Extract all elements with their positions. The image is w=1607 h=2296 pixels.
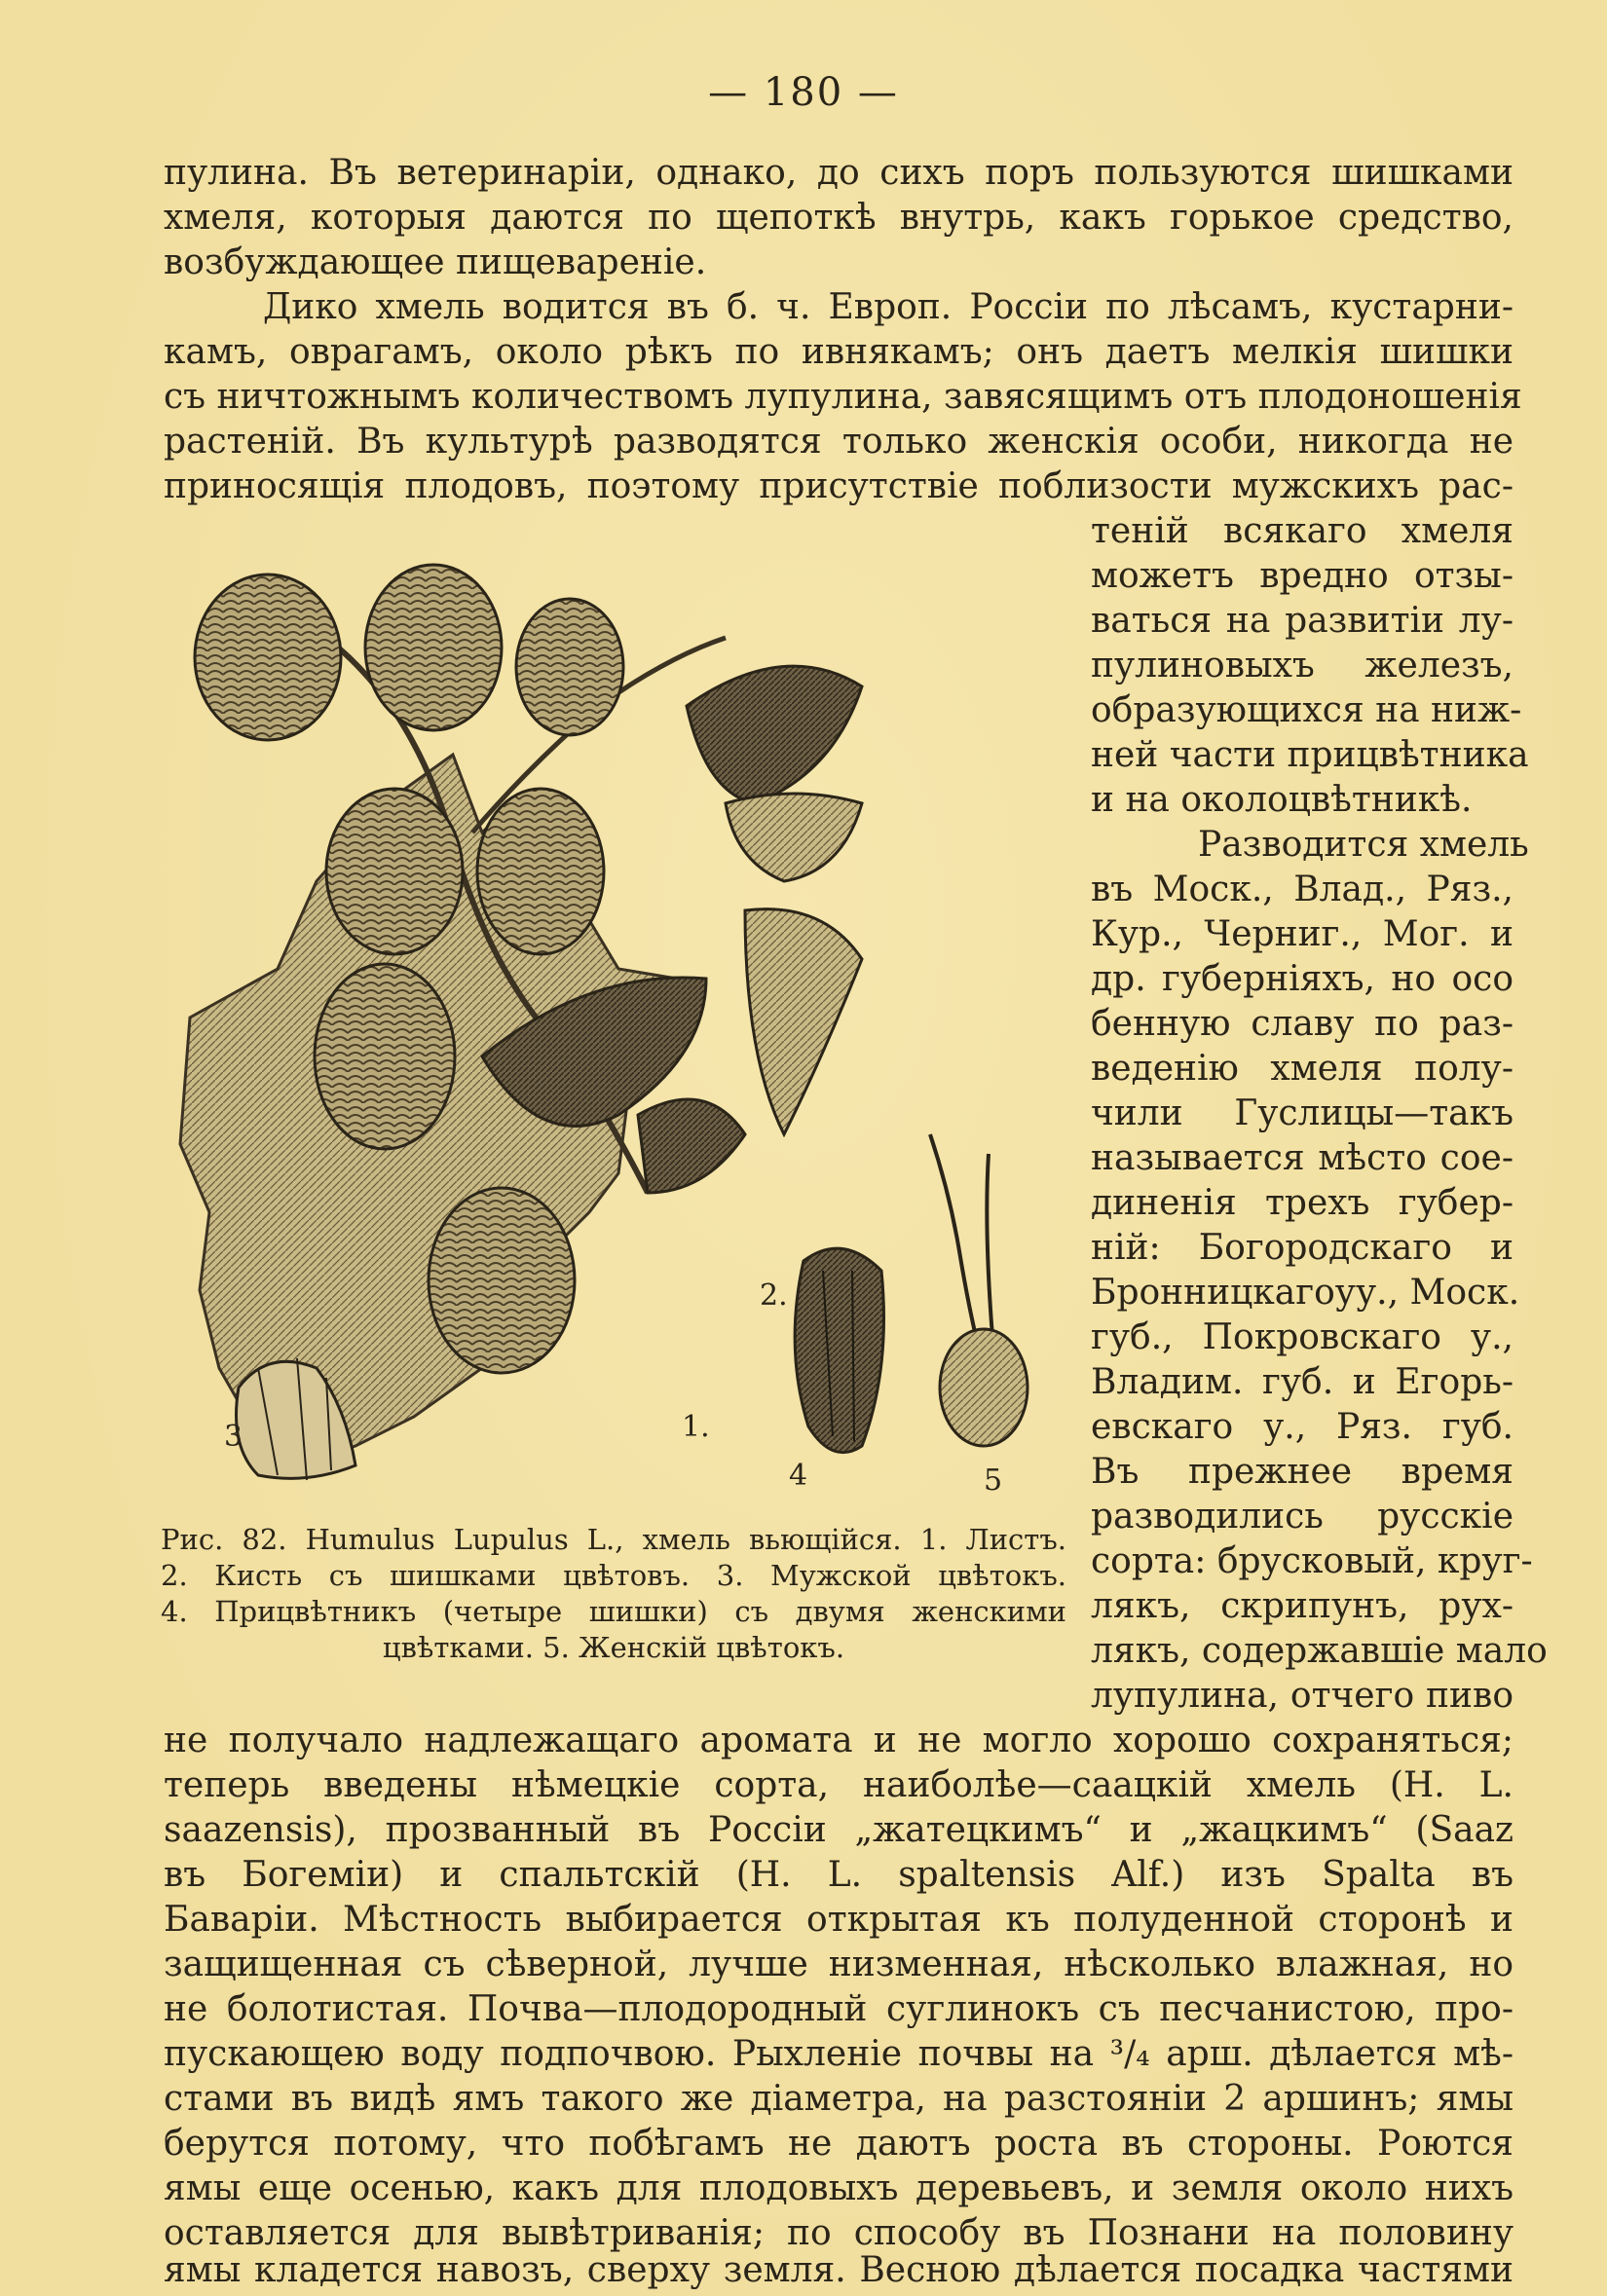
side-text-line: теній всякаго хмеля — [1091, 511, 1514, 551]
text-line: приносящія плодовъ, поэтому присутствіе поблизости мужскихъ рас- — [164, 466, 1514, 506]
figure-label: 2. — [760, 1278, 788, 1313]
figure-caption-line: Рис. 82. Humulus Lupulus L., хмель вьющійся. 1. Листъ. — [161, 1523, 1066, 1556]
text-line: ямы кладется навозъ, сверху земля. Весною дѣлается посадка частями — [164, 2250, 1514, 2290]
side-text-line: разводились русскіе — [1091, 1497, 1514, 1537]
leaf-shape — [745, 909, 862, 1134]
side-text-line: въ Моск., Влад., Ряз., — [1091, 870, 1514, 909]
figure-label: 5 — [984, 1463, 1003, 1498]
side-text-line: др. губерніяхъ, но осо — [1091, 959, 1514, 999]
figure-caption-line: 2. Кисть съ шишками цвѣтовъ. 3. Мужской цвѣтокъ. — [161, 1559, 1066, 1592]
side-text-line: лякъ, скрипунъ, рух- — [1091, 1586, 1514, 1626]
text-line: въ Богеміи) и спальтскій (H. L. spaltensis Alf.) изъ Spalta въ — [164, 1855, 1514, 1895]
text-line: Дико хмель водится въ б. ч. Европ. Россіи по лѣсамъ, кустарни- — [263, 287, 1514, 327]
text-line: берутся потому, что побѣгамъ не даютъ роста въ стороны. Роются — [164, 2124, 1514, 2164]
bract-drawing — [795, 1248, 883, 1453]
text-line: съ ничтожнымъ количествомъ лупулина, завясящимъ отъ плодоношенія — [164, 377, 1522, 417]
text-line: возбуждающее пищевареніе. — [164, 242, 707, 282]
side-text-line: евскаго у., Ряз. губ. — [1091, 1407, 1514, 1447]
text-line: растеній. Въ культурѣ разводятся только женскія особи, никогда не — [164, 422, 1514, 462]
side-text-line: ней части прицвѣтника — [1091, 735, 1529, 775]
text-line: пулина. Въ ветеринаріи, однако, до сихъ поръ пользуются шишками — [164, 153, 1514, 193]
text-line: Баваріи. Мѣстность выбирается открытая къ полуденной сторонѣ и — [164, 1900, 1514, 1940]
side-text-line: образующихся на ниж- — [1091, 690, 1522, 730]
side-text-line: лякъ, содержавшіе мало — [1091, 1631, 1548, 1671]
hop-cone — [315, 964, 455, 1149]
side-text-line: лупулина, отчего пиво — [1091, 1676, 1514, 1716]
side-text-line: и на околоцвѣтникѣ. — [1091, 780, 1473, 820]
text-line: камъ, оврагамъ, около рѣкъ по ивнякамъ; онъ даетъ мелкія шишки — [164, 332, 1514, 372]
hop-plant-illustration — [161, 511, 1066, 1514]
leaf-shape — [687, 666, 862, 803]
side-text-line: Кур., Черниг., Мог. и — [1091, 914, 1514, 954]
side-text-line: Въ прежнее время — [1091, 1452, 1514, 1492]
side-text-line: диненія трехъ губер- — [1091, 1183, 1514, 1223]
figure-caption-line: 4. Прицвѣтникъ (четыре шишки) съ двумя женскими — [161, 1595, 1066, 1628]
side-text-line: ній: Богородскаго и — [1091, 1228, 1514, 1268]
figure-label: 3 — [224, 1420, 243, 1454]
side-text-line: можетъ вредно отзы- — [1091, 556, 1514, 596]
leaf-shape — [726, 794, 862, 881]
hop-cone — [326, 789, 463, 954]
side-text-line: пулиновыхъ железъ, — [1091, 646, 1514, 685]
side-text-line: Разводится хмель — [1198, 825, 1529, 865]
text-line: не болотистая. Почва—плодородный суглинокъ съ песчанистою, про- — [164, 1989, 1514, 2029]
leaf-shape — [638, 1099, 745, 1193]
text-line: не получало надлежащаго аромата и не могло хорошо сохраняться; — [164, 1721, 1514, 1760]
text-line: ямы еще осенью, какъ для плодовыхъ деревьевъ, и земля около нихъ — [164, 2168, 1514, 2208]
text-line: теперь введены нѣмецкіе сорта, наиболѣе—саацкій хмель (H. L. — [164, 1765, 1514, 1805]
text-line: saazensis), прозванный въ Россіи „жатецкимъ“ и „жацкимъ“ (Saaz — [164, 1810, 1514, 1850]
side-text-line: губ., Покровскаго у., — [1091, 1317, 1514, 1357]
page-number: — 180 — — [708, 70, 899, 115]
text-line: пускающею воду подпочвою. Рыхленіе почвы на ³/₄ арш. дѣлается мѣ- — [164, 2034, 1514, 2074]
hop-cone — [429, 1188, 575, 1373]
side-text-line: веденію хмеля полу- — [1091, 1049, 1514, 1089]
hop-cone — [195, 574, 341, 740]
text-line: стами въ видѣ ямъ такого же діаметра, на разстояніи 2 аршинъ; ямы — [164, 2079, 1514, 2119]
text-line: защищенная съ сѣверной, лучше низменная, нѣсколько влажная, но — [164, 1944, 1514, 1984]
text-line: хмеля, которыя даются по щепоткѣ внутрь, какъ горькое средство, — [164, 198, 1514, 238]
figure-caption-line: цвѣтками. 5. Женскій цвѣтокъ. — [382, 1631, 845, 1664]
text-line: оставляется для вывѣтриванія; по способу въ Познани на половину — [164, 2213, 1514, 2253]
side-text-line: Владим. губ. и Егорь- — [1091, 1362, 1514, 1402]
side-text-line: называется мѣсто сое- — [1091, 1138, 1514, 1178]
hop-cone — [477, 789, 604, 954]
side-text-line: ваться на развитіи лу- — [1091, 601, 1514, 641]
figure-label: 4 — [789, 1459, 808, 1493]
side-text-line: чили Гуслицы—такъ — [1091, 1093, 1514, 1133]
female-flower — [930, 1134, 1028, 1446]
hop-cone — [516, 599, 623, 735]
figure-label: 1. — [682, 1410, 710, 1444]
side-text-line: Бронницкагоуу., Моск. — [1091, 1273, 1520, 1313]
hop-cone — [365, 565, 502, 730]
side-text-line: бенную славу по раз- — [1091, 1004, 1514, 1044]
side-text-line: сорта: брусковый, круг- — [1091, 1541, 1533, 1581]
